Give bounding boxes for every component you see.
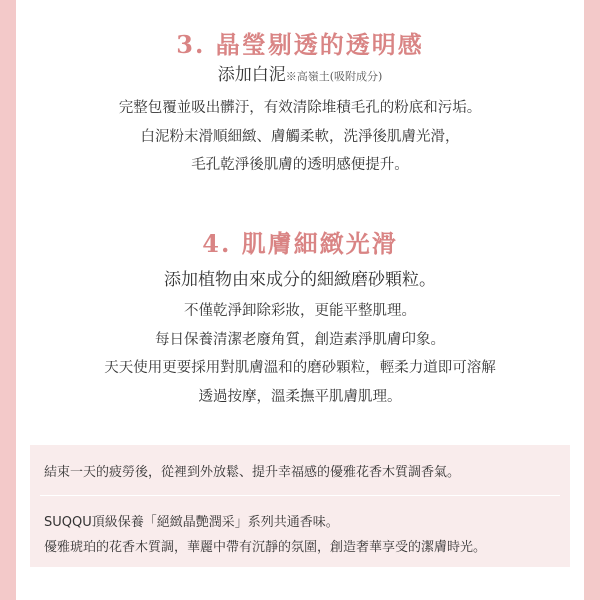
section-3-subtitle [16, 62, 584, 90]
section-4-subtitle: 添加植物由來成分的細緻磨砂顆粒。 [164, 270, 436, 290]
fragrance-info-box [30, 445, 570, 567]
section-3-title: 3. 晶瑩剔透的透明感 [176, 30, 424, 59]
section-4-line: 天天使用更要採用對肌膚溫和的磨砂顆粒，輕柔力道即可溶解 [104, 360, 496, 376]
section-3-note: ※高嶺土(吸附成分) [285, 70, 383, 83]
section-4-title: 4. 肌膚細緻光滑 [202, 229, 398, 258]
section-3-subtitle-text: 添加白泥 [217, 65, 286, 85]
section-smoothness [16, 229, 584, 411]
fragrance-line: 優雅琥珀的花香木質調，華麗中帶有沉靜的氛圍，創造奢華享受的潔膚時光。 [44, 540, 487, 555]
fragrance-line: SUQQU頂級保養「絕緻晶艷潤采」系列共通香味。 [44, 515, 339, 530]
section-3-line: 白泥粉末滑順細緻、膚觸柔軟，洗淨後肌膚光滑， [140, 128, 460, 145]
content-page [16, 0, 584, 600]
divider [40, 495, 560, 496]
section-4-line: 透過按摩，溫柔撫平肌膚肌理。 [198, 388, 402, 405]
section-4-line: 每日保養清潔老廢角質，創造素淨肌膚印象。 [155, 331, 445, 348]
fragrance-line: 結束一天的疲勞後，從裡到外放鬆、提升幸福感的優雅花香木質調香氣。 [44, 465, 461, 480]
section-3-line: 毛孔乾淨後肌膚的透明感便提升。 [191, 157, 409, 173]
section-transparency [16, 30, 584, 180]
section-4-line: 不僅乾淨卸除彩妝，更能平整肌理。 [184, 303, 416, 319]
section-3-line: 完整包覆並吸出髒汙，有效清除堆積毛孔的粉底和污垢。 [118, 100, 482, 116]
